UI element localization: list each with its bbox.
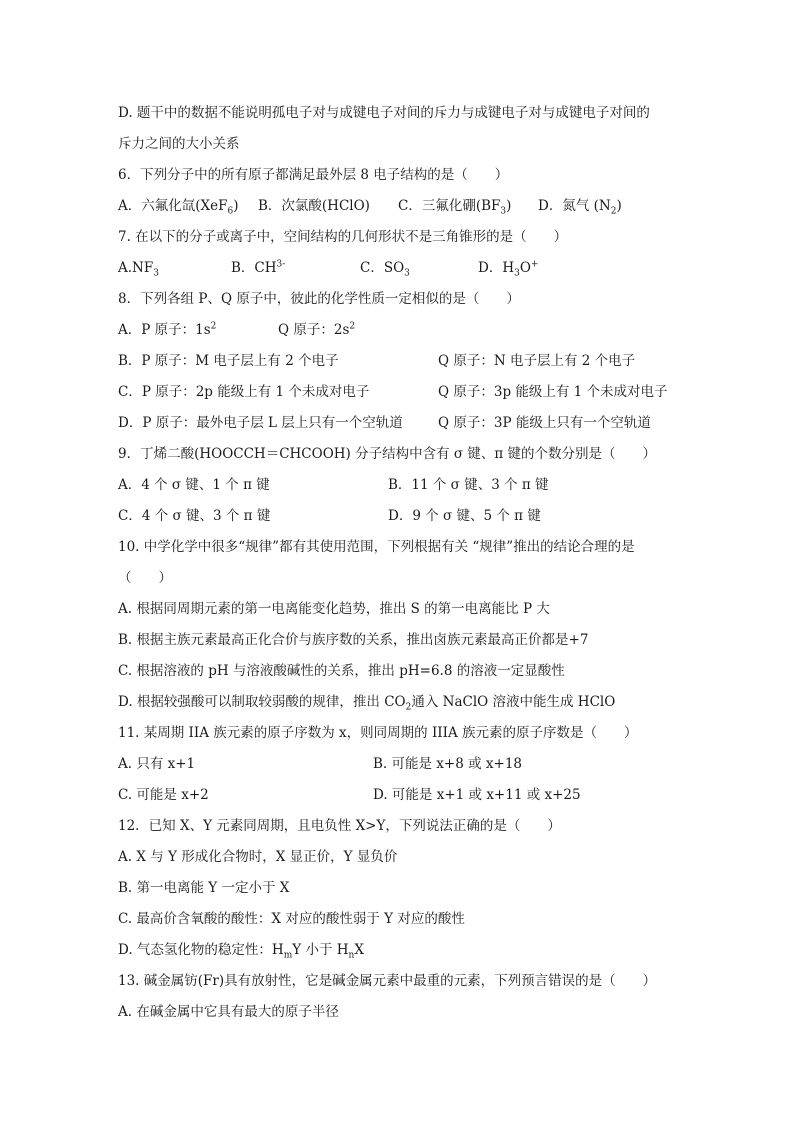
q11-option-c: C. 可能是 x+2 xyxy=(118,787,209,803)
question-7: 7. 在以下的分子或离子中，空间结构的几何形状不是三角锥形的是（ ） xyxy=(118,229,568,245)
q11-option-d: D. 可能是 x+1 或 x+11 或 x+25 xyxy=(373,787,581,803)
q12-option-c: C. 最高价含氧酸的酸性：X 对应的酸性弱于 Y 对应的酸性 xyxy=(118,911,465,927)
question-7-options xyxy=(118,259,539,279)
question-11: 11. 某周期 IIA 族元素的原子序数为 x，则同周期的 IIIA 族元素的原子序数是（ ） xyxy=(118,725,638,741)
q12-option-d: D. 气态氢化物的稳定性：$H_mY$ 小于 $H_nX$ xyxy=(118,942,364,961)
q8-option-a: A．P 原子：$1s^2$ Q 原子：$2s^2$ xyxy=(118,321,356,338)
q9-option-c: C．4 个 σ 键、3 个 π 键 xyxy=(118,508,271,524)
q9-option-d: D．9 个 σ 键、5 个 π 键 xyxy=(388,508,541,524)
question-13: 13. 碱金属钫(Fr)具有放射性，它是碱金属元素中最重的元素，下列预言错误的是（ ） xyxy=(118,973,657,989)
q9-options-ab xyxy=(118,476,549,494)
q9-option-b: B．11 个 σ 键、3 个 π 键 xyxy=(388,477,549,493)
question-12: 12．已知 X、Y 元素同周期，且电负性 X>Y，下列说法正确的是（ ） xyxy=(118,818,561,834)
q6-option-c: C．三氟化硼$(BF_3)$ xyxy=(398,198,512,217)
q10-option-d: D. 根据较强酸可以制取较弱酸的规律，推出 $CO_2$通入 NaClO 溶液中能生成 HClO xyxy=(118,694,616,713)
question-6-options xyxy=(118,197,622,217)
q11-option-a: A. 只有 x+1 xyxy=(118,756,196,772)
question-9: 9．丁烯二酸(HOOCCH＝CHCOOH) 分子结构中含有 σ 键、π 键的个数分别是（ ） xyxy=(118,446,657,462)
q10-option-a: A. 根据同周期元素的第一电离能变化趋势，推出 S 的第一电离能比 P 大 xyxy=(118,601,550,617)
q12-option-a: A. X 与 Y 形成化合物时，X 显正价，Y 显负价 xyxy=(118,849,398,865)
q13-option-a: A. 在碱金属中它具有最大的原子半径 xyxy=(118,1004,339,1020)
q11-options-cd xyxy=(118,786,581,804)
q6-option-b: B．次氯酸(HClO) xyxy=(258,198,370,214)
q7-option-b: B．$CH^{3-}$ xyxy=(231,259,286,276)
q11-options-ab xyxy=(118,755,522,773)
q5-option-d-line1: D. 题干中的数据不能说明孤电子对与成键电子对间的斥力与成键电子对与成键电子对间的 xyxy=(118,105,650,121)
q10-option-b: B. 根据主族元素最高正化合价与族序数的关系，推出卤族元素最高正价都是+7 xyxy=(118,632,589,648)
q8-option-c: C．P 原子：2p 能级上有 1 个未成对电子 Q 原子：3p 能级上有 1 个未成对电子 xyxy=(118,384,668,400)
question-10-paren: （ ） xyxy=(118,570,172,586)
q6-option-a: A．六氟化氙(XeF$_6$) xyxy=(118,198,239,217)
q8-option-b: B．P 原子：M 电子层上有 2 个电子 Q 原子：N 电子层上有 2 个电子 xyxy=(118,353,636,369)
q9-options-cd xyxy=(118,507,541,525)
question-6: 6．下列分子中的所有原子都满足最外层 8 电子结构的是（ ） xyxy=(118,167,509,183)
q5-option-d-line2: 斥力之间的大小关系 xyxy=(118,136,240,152)
q7-option-a: $A.NF_3$ xyxy=(118,260,159,279)
q9-option-a: A．4 个 σ 键、1 个 π 键 xyxy=(118,477,270,493)
q7-option-c: C．$SO_3$ xyxy=(360,260,410,279)
q6-option-d: D．氮气 $(N_2)$ xyxy=(538,198,622,217)
question-8: 8．下列各组 P、Q 原子中，彼此的化学性质一定相似的是（ ） xyxy=(118,291,520,307)
q11-option-b: B. 可能是 x+8 或 x+18 xyxy=(373,756,522,772)
question-10: 10. 中学化学中很多“规律”都有其使用范围，下列根据有关 “规律”推出的结论合理的是 xyxy=(118,539,635,555)
q7-option-d: D．$H_3O^+$ xyxy=(478,259,539,279)
q8-option-d: D．P 原子：最外电子层 L 层上只有一个空轨道 Q 原子：3P 能级上只有一个空轨道 xyxy=(118,415,651,431)
q10-option-c: C. 根据溶液的 pH 与溶液酸碱性的关系，推出 pH=6.8 的溶液一定显酸性 xyxy=(118,663,565,679)
q12-option-b: B. 第一电离能 Y 一定小于 X xyxy=(118,880,290,896)
